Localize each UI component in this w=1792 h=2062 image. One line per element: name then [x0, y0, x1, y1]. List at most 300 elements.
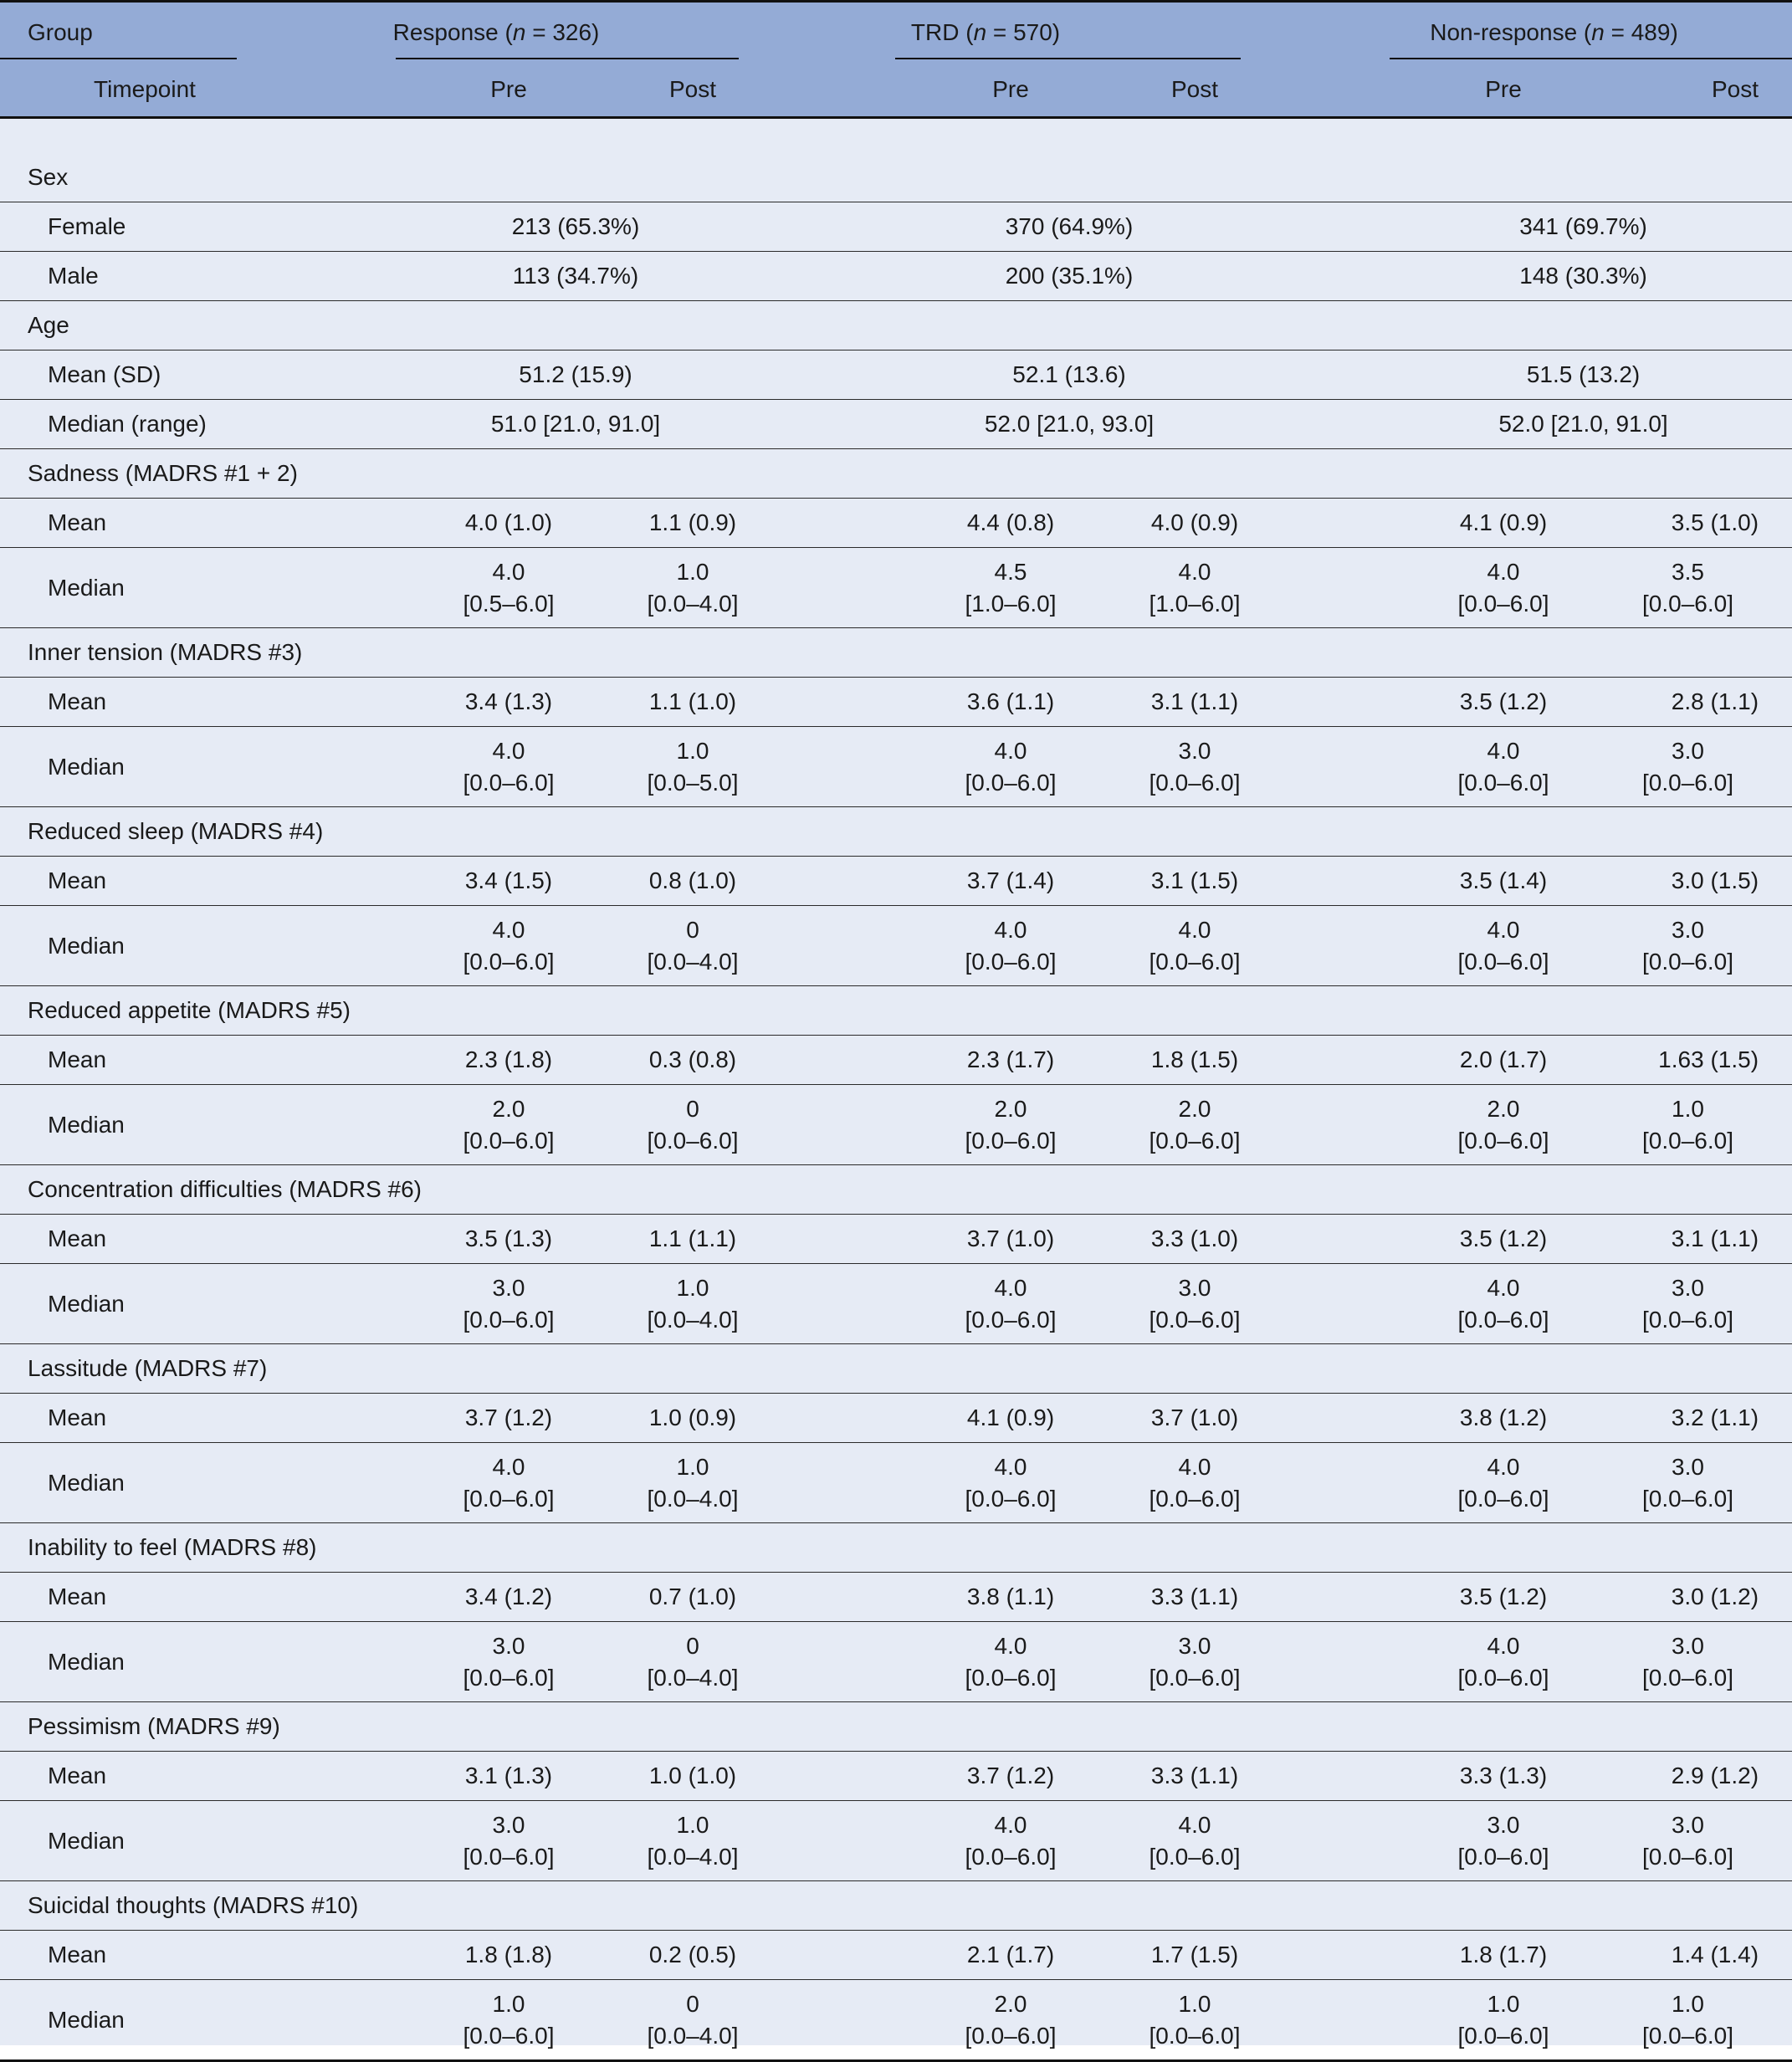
median-value: 3.0 [492, 1811, 525, 1838]
table-row [0, 252, 1792, 301]
median-value: 2.0 [1487, 1095, 1520, 1122]
group-n-response: = 326) [525, 19, 600, 45]
median-range: [0.0–6.0] [1642, 2022, 1734, 2049]
table-row [0, 727, 1792, 807]
median-range: [0.0–6.0] [1642, 590, 1734, 617]
group-name-nonresponse: Non-response [1430, 19, 1578, 45]
median-range: [0.0–6.0] [647, 1127, 739, 1154]
cell-nonresponse: 51.5 (13.2) [1266, 350, 1792, 400]
section-row [0, 1881, 1792, 1931]
median-range: [0.0–6.0] [965, 1306, 1057, 1333]
median-range: [0.0–6.0] [1149, 1127, 1241, 1154]
median-range: [0.0–6.0] [1457, 590, 1549, 617]
cell-nonresponse-pre: 2.0 (1.7) [1266, 1036, 1617, 1085]
cell-response-pre [262, 1980, 622, 2061]
median-value: 2.0 [492, 1095, 525, 1122]
table-row [0, 1443, 1792, 1523]
cell-nonresponse-post: 1.4 (1.4) [1617, 1931, 1792, 1980]
cell-response-pre: 3.4 (1.5) [262, 857, 622, 906]
median-range: [0.0–6.0] [965, 769, 1057, 796]
median-range: [0.0–4.0] [647, 2022, 739, 2049]
median-range: [0.0–6.0] [1149, 769, 1241, 796]
median-range: [0.0–6.0] [1457, 1306, 1549, 1333]
cell-trd-pre: 3.6 (1.1) [764, 678, 1124, 727]
median-range: [0.0–4.0] [647, 948, 739, 975]
median-range: [0.0–4.0] [647, 1843, 739, 1870]
cell-response-post: 1.0 (0.9) [622, 1394, 764, 1443]
median-value: 1.0 [1178, 1990, 1211, 2017]
section-label: Sex [0, 153, 1792, 202]
group-n-nonresponse: = 489) [1604, 19, 1678, 45]
header-pre: Pre [1266, 63, 1617, 118]
median-range: [0.0–4.0] [647, 1664, 739, 1691]
section-row [0, 449, 1792, 499]
cell-trd-pre [764, 1801, 1124, 1881]
n-symbol: n [1591, 19, 1605, 45]
median-value: 4.0 [1178, 558, 1211, 585]
median-value: 1.0 [1487, 1990, 1520, 2017]
median-value: 2.0 [1178, 1095, 1211, 1122]
cell-trd-post [1124, 1801, 1266, 1881]
cell-nonresponse-post: 3.2 (1.1) [1617, 1394, 1792, 1443]
section-label: Lassitude (MADRS #7) [0, 1344, 1792, 1394]
median-range: [0.0–6.0] [1457, 1127, 1549, 1154]
table-row [0, 400, 1792, 449]
cell-nonresponse-pre [1266, 1443, 1617, 1523]
header-pre: Pre [262, 63, 622, 118]
median-value: 0 [686, 1632, 699, 1659]
median-value: 3.0 [1178, 1274, 1211, 1301]
cell-response-post [622, 1264, 764, 1344]
cell-response-pre [262, 906, 622, 986]
cell-trd-post: 1.7 (1.5) [1124, 1931, 1266, 1980]
median-range: [0.0–6.0] [463, 948, 555, 975]
median-range: [0.0–6.0] [1642, 1843, 1734, 1870]
cell-nonresponse-post: 3.0 (1.5) [1617, 857, 1792, 906]
cell-response-post: 1.1 (1.0) [622, 678, 764, 727]
cell-nonresponse-pre [1266, 906, 1617, 986]
median-value: 1.0 [676, 1453, 709, 1480]
median-range: [0.0–6.0] [965, 1664, 1057, 1691]
median-range: [0.5–6.0] [463, 590, 555, 617]
cell-trd-post [1124, 906, 1266, 986]
median-value: 4.0 [492, 1453, 525, 1480]
median-range: [0.0–6.0] [1457, 948, 1549, 975]
cell-response-pre [262, 1443, 622, 1523]
cell-nonresponse-pre: 3.5 (1.2) [1266, 1215, 1617, 1264]
table-row [0, 350, 1792, 400]
cell-trd: 52.0 [21.0, 93.0] [764, 400, 1266, 449]
table-row [0, 1036, 1792, 1085]
cell-nonresponse-pre: 3.5 (1.4) [1266, 857, 1617, 906]
section-label: Pessimism (MADRS #9) [0, 1702, 1792, 1752]
group-label: Group [28, 19, 93, 45]
median-range: [1.0–6.0] [965, 590, 1057, 617]
cell-trd: 370 (64.9%) [764, 202, 1266, 252]
header-pre: Pre [764, 63, 1124, 118]
row-label: Median [0, 906, 262, 986]
median-range: [0.0–6.0] [1457, 1485, 1549, 1512]
median-value: 1.0 [676, 1274, 709, 1301]
cell-nonresponse-pre [1266, 548, 1617, 628]
row-label: Mean [0, 857, 262, 906]
median-range: [0.0–6.0] [1642, 1127, 1734, 1154]
median-range: [0.0–6.0] [463, 1306, 555, 1333]
header-post: Post [622, 63, 764, 118]
cell-response-pre [262, 1801, 622, 1881]
cell-nonresponse-post [1617, 1085, 1792, 1165]
median-value: 2.0 [994, 1095, 1027, 1122]
cell-response-post: 1.1 (1.1) [622, 1215, 764, 1264]
cell-response-pre: 3.7 (1.2) [262, 1394, 622, 1443]
row-label: Mean [0, 1215, 262, 1264]
n-symbol: n [973, 19, 987, 45]
row-label: Mean [0, 1394, 262, 1443]
table-row [0, 1801, 1792, 1881]
spacer-row [0, 118, 1792, 154]
median-range: [0.0–6.0] [1642, 1664, 1734, 1691]
median-range: [1.0–6.0] [1149, 590, 1241, 617]
median-value: 4.0 [994, 1453, 1027, 1480]
section-row [0, 1344, 1792, 1394]
median-range: [0.0–6.0] [463, 1127, 555, 1154]
row-label: Female [0, 202, 262, 252]
cell-response-pre [262, 1264, 622, 1344]
cell-nonresponse-post [1617, 1801, 1792, 1881]
cell-response: 51.2 (15.9) [262, 350, 764, 400]
cell-response-post: 0.7 (1.0) [622, 1573, 764, 1622]
median-value: 3.0 [1672, 1632, 1704, 1659]
table-row [0, 1573, 1792, 1622]
median-range: [0.0–6.0] [1642, 948, 1734, 975]
median-value: 4.0 [994, 737, 1027, 764]
table-row [0, 857, 1792, 906]
cell-trd-pre: 4.4 (0.8) [764, 499, 1124, 548]
cell-trd-post: 3.3 (1.1) [1124, 1573, 1266, 1622]
section-row [0, 1523, 1792, 1573]
median-range: [0.0–4.0] [647, 1485, 739, 1512]
cell-response: 51.0 [21.0, 91.0] [262, 400, 764, 449]
group-header-response: Response (n = 326) [262, 2, 764, 64]
cell-trd-post: 1.8 (1.5) [1124, 1036, 1266, 1085]
median-range: [0.0–6.0] [965, 2022, 1057, 2049]
cell-nonresponse-post [1617, 1622, 1792, 1702]
cell-nonresponse-pre: 3.8 (1.2) [1266, 1394, 1617, 1443]
cell-nonresponse: 341 (69.7%) [1266, 202, 1792, 252]
median-range: [0.0–6.0] [1149, 1485, 1241, 1512]
median-value: 1.0 [676, 558, 709, 585]
row-label: Mean [0, 1752, 262, 1801]
cell-trd-pre [764, 906, 1124, 986]
row-label: Median [0, 1085, 262, 1165]
cell-response-post [622, 1801, 764, 1881]
median-range: [0.0–6.0] [463, 1843, 555, 1870]
cell-response-post [622, 727, 764, 807]
row-label: Mean [0, 678, 262, 727]
table-row [0, 1264, 1792, 1344]
cell-response-post [622, 1443, 764, 1523]
row-label: Median [0, 1443, 262, 1523]
row-label: Median [0, 548, 262, 628]
table-body [0, 118, 1792, 2061]
cell-nonresponse-post [1617, 1264, 1792, 1344]
median-value: 1.0 [1672, 1990, 1704, 2017]
cell-response-pre [262, 1622, 622, 1702]
cell-trd-post: 3.3 (1.1) [1124, 1752, 1266, 1801]
cell-response: 113 (34.7%) [262, 252, 764, 301]
cell-nonresponse-post [1617, 906, 1792, 986]
section-label: Reduced appetite (MADRS #5) [0, 986, 1792, 1036]
row-label: Median [0, 1264, 262, 1344]
cell-trd-pre: 3.7 (1.2) [764, 1752, 1124, 1801]
median-value: 4.0 [994, 916, 1027, 943]
row-label: Median (range) [0, 400, 262, 449]
median-value: 4.0 [1178, 1453, 1211, 1480]
median-value: 4.0 [1178, 1811, 1211, 1838]
cell-trd-pre [764, 1264, 1124, 1344]
section-row [0, 1702, 1792, 1752]
cell-trd-pre: 3.7 (1.4) [764, 857, 1124, 906]
cell-trd-post [1124, 548, 1266, 628]
cell-nonresponse-post: 2.8 (1.1) [1617, 678, 1792, 727]
median-value: 3.0 [1672, 1453, 1704, 1480]
median-range: [0.0–4.0] [647, 590, 739, 617]
median-value: 4.0 [1487, 737, 1520, 764]
cell-trd-post: 3.3 (1.0) [1124, 1215, 1266, 1264]
cell-response-pre: 3.4 (1.3) [262, 678, 622, 727]
n-symbol: n [512, 19, 526, 45]
header-post: Post [1617, 63, 1792, 118]
timepoint-label: Timepoint [0, 63, 262, 118]
median-value: 4.0 [1487, 1632, 1520, 1659]
section-label: Concentration difficulties (MADRS #6) [0, 1165, 1792, 1215]
group-name-response: Response [392, 19, 499, 45]
median-range: [0.0–6.0] [965, 1485, 1057, 1512]
table-row [0, 1394, 1792, 1443]
cell-nonresponse-post [1617, 1980, 1792, 2061]
row-label: Male [0, 252, 262, 301]
median-range: [0.0–6.0] [463, 769, 555, 796]
median-value: 4.0 [1487, 558, 1520, 585]
cell-response-post: 1.0 (1.0) [622, 1752, 764, 1801]
row-label: Mean [0, 1573, 262, 1622]
cell-nonresponse-pre [1266, 727, 1617, 807]
cell-response-post: 1.1 (0.9) [622, 499, 764, 548]
cell-response-pre [262, 548, 622, 628]
median-value: 0 [686, 916, 699, 943]
median-range: [0.0–6.0] [965, 948, 1057, 975]
median-value: 3.0 [1178, 1632, 1211, 1659]
median-range: [0.0–6.0] [1642, 1485, 1734, 1512]
cell-response-post [622, 1622, 764, 1702]
cell-nonresponse-pre: 3.3 (1.3) [1266, 1752, 1617, 1801]
cell-trd-pre: 4.1 (0.9) [764, 1394, 1124, 1443]
median-value: 4.0 [994, 1632, 1027, 1659]
cell-nonresponse-pre [1266, 1980, 1617, 2061]
group-header-trd: TRD (n = 570) [764, 2, 1266, 64]
median-value: 3.0 [492, 1632, 525, 1659]
cell-trd-pre [764, 1980, 1124, 2061]
median-value: 0 [686, 1095, 699, 1122]
median-range: [0.0–6.0] [1457, 1843, 1549, 1870]
median-range: [0.0–6.0] [1149, 1843, 1241, 1870]
section-label: Sadness (MADRS #1 + 2) [0, 449, 1792, 499]
group-n-trd: = 570) [986, 19, 1061, 45]
cell-response-post: 0.8 (1.0) [622, 857, 764, 906]
section-label: Inner tension (MADRS #3) [0, 628, 1792, 678]
median-range: [0.0–4.0] [647, 1306, 739, 1333]
cell-nonresponse-pre [1266, 1085, 1617, 1165]
group-label-cell [0, 2, 262, 64]
cell-response-pre [262, 1085, 622, 1165]
cell-nonresponse-pre: 3.5 (1.2) [1266, 678, 1617, 727]
table-row [0, 678, 1792, 727]
median-range: [0.0–6.0] [463, 1485, 555, 1512]
cell-response-post: 0.3 (0.8) [622, 1036, 764, 1085]
median-range: [0.0–6.0] [1457, 2022, 1549, 2049]
median-range: [0.0–6.0] [1149, 948, 1241, 975]
cell-nonresponse-pre: 3.5 (1.2) [1266, 1573, 1617, 1622]
cell-response-post [622, 1980, 764, 2061]
row-label: Mean [0, 1931, 262, 1980]
median-range: [0.0–6.0] [463, 2022, 555, 2049]
median-value: 4.0 [994, 1274, 1027, 1301]
row-label: Mean (SD) [0, 350, 262, 400]
median-value: 1.0 [676, 1811, 709, 1838]
cell-trd-post [1124, 727, 1266, 807]
median-value: 4.0 [492, 916, 525, 943]
cell-nonresponse-post: 1.63 (1.5) [1617, 1036, 1792, 1085]
median-range: [0.0–6.0] [1642, 769, 1734, 796]
cell-response-pre: 3.4 (1.2) [262, 1573, 622, 1622]
median-range: [0.0–6.0] [1149, 1664, 1241, 1691]
cell-nonresponse-pre: 4.1 (0.9) [1266, 499, 1617, 548]
table-row [0, 1085, 1792, 1165]
cell-nonresponse-post [1617, 548, 1792, 628]
section-label: Reduced sleep (MADRS #4) [0, 807, 1792, 857]
median-value: 4.0 [1487, 916, 1520, 943]
cell-trd-pre [764, 548, 1124, 628]
cell-response-pre: 3.1 (1.3) [262, 1752, 622, 1801]
cell-nonresponse-post [1617, 1443, 1792, 1523]
row-label: Median [0, 1980, 262, 2061]
section-row [0, 986, 1792, 1036]
median-value: 2.0 [994, 1990, 1027, 2017]
table-row [0, 1931, 1792, 1980]
median-value: 4.0 [1487, 1274, 1520, 1301]
cell-nonresponse-post: 3.5 (1.0) [1617, 499, 1792, 548]
median-value: 0 [686, 1990, 699, 2017]
cell-trd-post: 4.0 (0.9) [1124, 499, 1266, 548]
median-range: [0.0–6.0] [965, 1843, 1057, 1870]
table-row [0, 906, 1792, 986]
cell-response-pre: 1.8 (1.8) [262, 1931, 622, 1980]
group-name-trd: TRD [910, 19, 960, 45]
section-label: Suicidal thoughts (MADRS #10) [0, 1881, 1792, 1931]
row-label: Mean [0, 499, 262, 548]
cell-nonresponse-post: 3.0 (1.2) [1617, 1573, 1792, 1622]
row-label: Median [0, 1622, 262, 1702]
cell-response-pre: 2.3 (1.8) [262, 1036, 622, 1085]
median-value: 4.5 [994, 558, 1027, 585]
median-range: [0.0–6.0] [1642, 1306, 1734, 1333]
median-value: 4.0 [1178, 916, 1211, 943]
cell-trd-pre: 2.1 (1.7) [764, 1931, 1124, 1980]
median-range: [0.0–6.0] [1149, 2022, 1241, 2049]
median-value: 4.0 [994, 1811, 1027, 1838]
median-value: 4.0 [1487, 1453, 1520, 1480]
group-header-nonresponse: Non-response (n = 489) [1266, 2, 1792, 64]
cell-trd: 200 (35.1%) [764, 252, 1266, 301]
median-value: 3.0 [1672, 1274, 1704, 1301]
table-header [0, 2, 1792, 118]
median-value: 3.0 [1487, 1811, 1520, 1838]
median-value: 3.0 [1672, 737, 1704, 764]
section-row [0, 301, 1792, 350]
median-value: 1.0 [676, 737, 709, 764]
cell-trd-pre [764, 727, 1124, 807]
cell-response-pre: 4.0 (1.0) [262, 499, 622, 548]
row-label: Median [0, 727, 262, 807]
median-range: [0.0–6.0] [965, 1127, 1057, 1154]
group-header-row [0, 2, 1792, 64]
header-post: Post [1124, 63, 1266, 118]
median-range: [0.0–5.0] [647, 769, 739, 796]
median-range: [0.0–6.0] [1457, 1664, 1549, 1691]
cell-trd-post: 3.1 (1.1) [1124, 678, 1266, 727]
cell-nonresponse-pre [1266, 1801, 1617, 1881]
cell-trd-pre [764, 1085, 1124, 1165]
median-range: [0.0–6.0] [1457, 769, 1549, 796]
table-row [0, 548, 1792, 628]
cell-trd-pre [764, 1443, 1124, 1523]
median-value: 1.0 [1672, 1095, 1704, 1122]
table-row [0, 1980, 1792, 2061]
cell-response: 213 (65.3%) [262, 202, 764, 252]
timepoint-header-row [0, 63, 1792, 118]
table-row [0, 1622, 1792, 1702]
cell-response-post: 0.2 (0.5) [622, 1931, 764, 1980]
median-value: 3.0 [1672, 916, 1704, 943]
row-label: Mean [0, 1036, 262, 1085]
cell-trd-pre: 3.8 (1.1) [764, 1573, 1124, 1622]
cell-trd-pre: 2.3 (1.7) [764, 1036, 1124, 1085]
cell-nonresponse-post: 2.9 (1.2) [1617, 1752, 1792, 1801]
cell-trd-post [1124, 1980, 1266, 2061]
table-row [0, 1752, 1792, 1801]
median-range: [0.0–6.0] [463, 1664, 555, 1691]
cell-nonresponse-pre: 1.8 (1.7) [1266, 1931, 1617, 1980]
cell-trd-post: 3.1 (1.5) [1124, 857, 1266, 906]
median-value: 3.0 [1178, 737, 1211, 764]
cell-trd-post [1124, 1264, 1266, 1344]
cell-trd-pre [764, 1622, 1124, 1702]
table-row [0, 202, 1792, 252]
table-row [0, 499, 1792, 548]
median-value: 3.5 [1672, 558, 1704, 585]
cell-trd: 52.1 (13.6) [764, 350, 1266, 400]
median-value: 4.0 [492, 558, 525, 585]
median-value: 1.0 [492, 1990, 525, 2017]
section-row [0, 153, 1792, 202]
cell-nonresponse: 52.0 [21.0, 91.0] [1266, 400, 1792, 449]
section-row [0, 1165, 1792, 1215]
median-value: 3.0 [1672, 1811, 1704, 1838]
cell-nonresponse-post [1617, 727, 1792, 807]
cell-nonresponse: 148 (30.3%) [1266, 252, 1792, 301]
row-label: Median [0, 1801, 262, 1881]
cell-nonresponse-pre [1266, 1264, 1617, 1344]
